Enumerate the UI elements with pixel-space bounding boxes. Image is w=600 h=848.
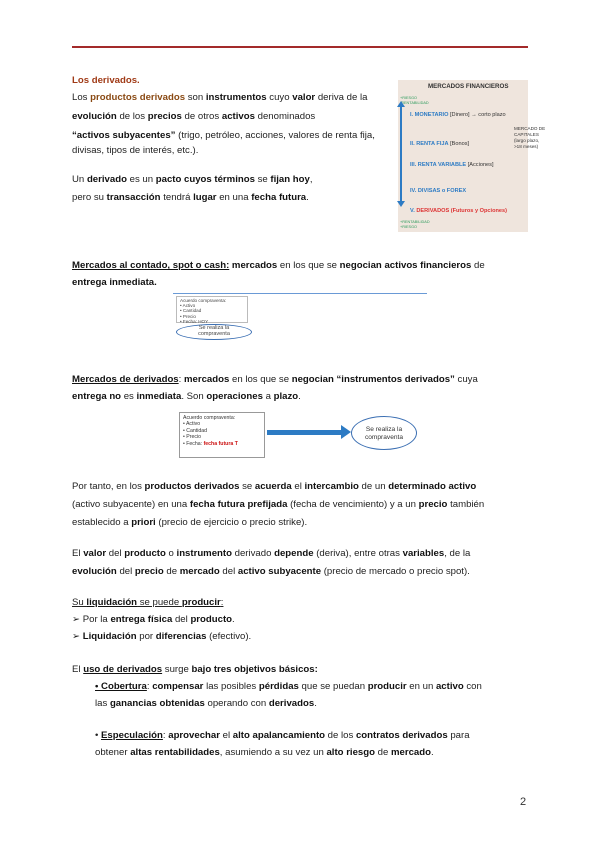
intro-line-6: pero su transacción tendrá lugar en una fecha futura.	[72, 192, 309, 203]
arrow-head-icon	[341, 425, 351, 439]
section-title: Los derivados.	[72, 75, 140, 86]
header-rule	[72, 46, 528, 48]
tiny-label: +RIESGO	[400, 225, 417, 229]
por-tanto-line-3: establecido a priori (precio de ejercicio o precio strike).	[72, 517, 308, 528]
figure-title: MERCADOS FINANCIEROS	[428, 83, 509, 90]
intro-line-2: evolución de los precios de otros activos denominados	[72, 111, 316, 122]
especulacion-line-1: • Especulación: aprovechar el alto apalancamiento de los contratos derivados para	[95, 730, 470, 741]
intro-line-1: Los productos derivados son instrumentos cuyo valor deriva de la	[72, 92, 368, 103]
derivados-mkt-line-1: Mercados de derivados: mercados en los que se negocian “instrumentos derivados” cuya	[72, 374, 478, 385]
time-arrow-icon	[267, 430, 343, 435]
capitales-note: MERCADO DE CAPITALES (largo plazo, >18 meses)	[514, 126, 546, 149]
cobertura-line-1: • Cobertura: compensar las posibles pérdidas que se puedan producir en un activo con	[95, 681, 482, 692]
risk-arrow-icon	[400, 106, 402, 202]
intro-line-4: divisas, tipos de interés, etc.).	[72, 145, 199, 156]
market-item: III. RENTA VARIABLE [Acciones]	[410, 162, 494, 168]
market-item: V. DERIVADOS (Futuros y Opciones)	[410, 208, 507, 214]
market-item: IV. DIVISAS o FOREX	[410, 188, 467, 194]
especulacion-line-2: obtener altas rentabilidades, asumiendo a su vez un alto riesgo de mercado.	[95, 747, 434, 758]
uso-title: El uso de derivados surge bajo tres objetivos básicos:	[72, 664, 318, 675]
derivados-mkt-line-2: entrega no es inmediata. Son operaciones a plazo.	[72, 391, 301, 402]
por-tanto-line-1: Por tanto, en los productos derivados se acuerda el intercambio de un determinado activo	[72, 481, 477, 492]
intro-line-5: Un derivado es un pacto cuyos términos se fijan hoy,	[72, 174, 313, 185]
valor-line-2: evolución del precio de mercado del activo subyacente (precio de mercado o precio spot).	[72, 566, 470, 577]
liquidacion-title: Su liquidación se puede producir:	[72, 597, 224, 608]
por-tanto-line-2: (activo subyacente) en una fecha futura prefijada (fecha de vencimiento) y a un precio también	[72, 499, 485, 510]
tiny-label: -RENTABILIDAD	[400, 101, 429, 105]
agreement-box: Acuerdo compraventa: • Activo • Cantidad • Precio • Fecha: HOY	[176, 296, 248, 323]
tiny-label: +RIESGO	[400, 96, 417, 100]
market-item: II. RENTA FIJA [Bonos]	[410, 141, 470, 147]
compraventa-oval: Se realiza la compraventa	[176, 324, 252, 340]
valor-line-1: El valor del producto o instrumento derivado depende (deriva), entre otras variables, de la	[72, 548, 471, 559]
liquidacion-bullet-1: ➢ Por la entrega física del producto.	[72, 614, 235, 625]
tiny-label: +RENTABILIDAD	[400, 220, 430, 224]
contado-line-1: Mercados al contado, spot o cash: mercados en los que se negocian activos financieros de	[72, 260, 485, 271]
market-item: I. MONETARIO [Dinero] → corto plazo	[410, 112, 506, 118]
agreement-box: Acuerdo compraventa: • Activo • Cantidad • Precio • Fecha: fecha futura T	[179, 412, 265, 458]
top-line	[173, 293, 427, 294]
page-number: 2	[520, 796, 527, 808]
liquidacion-bullet-2: ➢ Liquidación por diferencias (efectivo).	[72, 631, 252, 642]
contado-figure	[173, 293, 427, 347]
compraventa-oval: Se realiza la compraventa	[351, 416, 417, 450]
mercados-financieros-figure	[398, 80, 546, 232]
derivados-figure	[173, 408, 419, 460]
cobertura-line-2: las ganancias obtenidas operando con derivados.	[95, 698, 317, 709]
intro-line-3: “activos subyacentes” (trigo, petróleo, acciones, valores de renta fija,	[72, 130, 375, 141]
contado-line-2: entrega inmediata.	[72, 277, 157, 288]
